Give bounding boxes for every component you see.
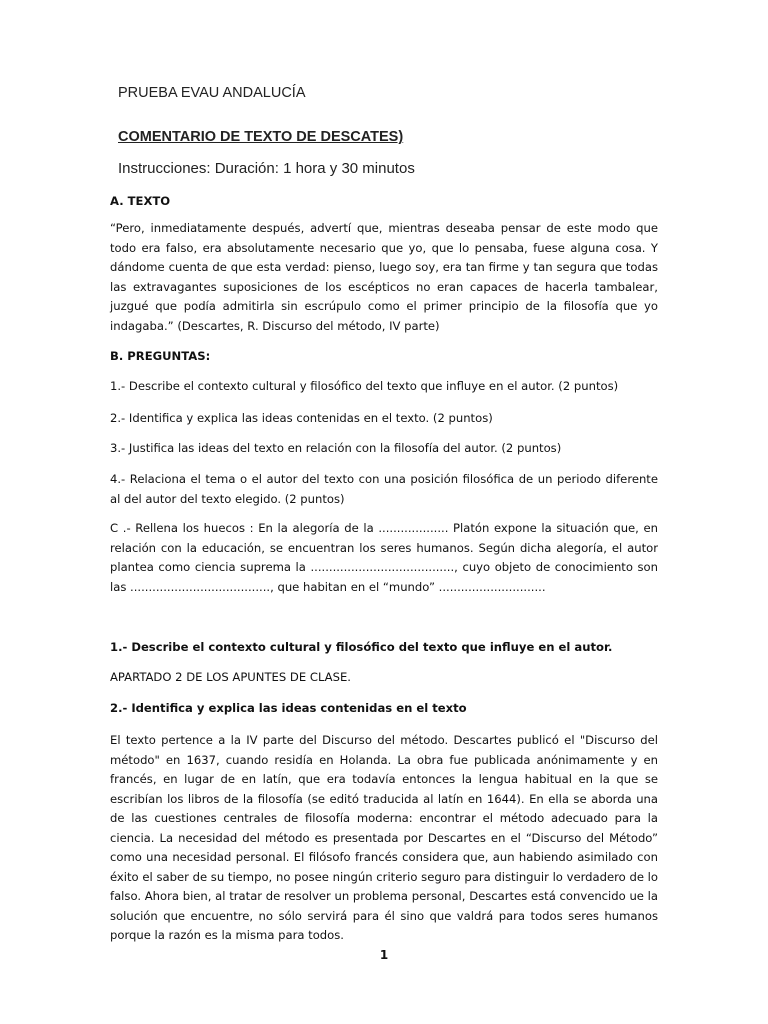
exam-subtitle: COMENTARIO DE TEXTO DE DESCATES) bbox=[118, 129, 404, 145]
section-a-heading: A. TEXTO bbox=[110, 194, 171, 208]
exam-title: PRUEBA EVAU ANDALUCÍA bbox=[118, 85, 306, 101]
exam-instructions: Instrucciones: Duración: 1 hora y 30 minutos bbox=[118, 160, 415, 177]
answer-1-heading: 1.- Describe el contexto cultural y filosófico del texto que influye en el autor. bbox=[110, 640, 613, 654]
section-a-text: “Pero, inmediatamente después, advertí que, mientras deseaba pensar de este modo que todo era falso, era absolutamente necesario que yo, que lo pensaba, fuese alguna cosa. Y dándome cuenta de que esta verdad: pienso, luego soy, era tan firme y tan segura que todas las extravagantes suposiciones de los escépticos no eran capaces de hacerla tambalear, juzgué que podía admitirla sin escrúpulo como el primer principio de la filosofía que yo indagaba.” (Descartes, R. Discurso del método, IV parte) bbox=[110, 221, 658, 333]
question-4: 4.- Relaciona el tema o el autor del texto con una posición filosófica de un periodo diferente al del autor del texto elegido. (2 puntos) bbox=[110, 472, 658, 506]
section-b-heading: B. PREGUNTAS: bbox=[110, 349, 211, 363]
fill-gaps-question: C .- Rellena los huecos : En la alegoría de la ................... Platón expone la situación que, en relación con la educación, se encuentran los seres humanos. Según dicha alegoría, el autor plantea como ciencia suprema la ......................................., cuyo objeto de conocimiento son las ......................................, que habitan en el “mundo” ............................. bbox=[110, 521, 658, 594]
answer-2-heading: 2.- Identifica y explica las ideas contenidas en el texto bbox=[110, 701, 467, 715]
question-1: 1.- Describe el contexto cultural y filosófico del texto que influye en el autor. (2 puntos) bbox=[110, 379, 619, 393]
page-number: 1 bbox=[379, 948, 389, 962]
question-3: 3.- Justifica las ideas del texto en relación con la filosofía del autor. (2 puntos) bbox=[110, 441, 562, 455]
answer-2-paragraph: El texto pertence a la IV parte del Discurso del método. Descartes publicó el "Discurso del método" en 1637, cuando residía en Holanda. La obra fue publicada anónimamente y en francés, en lugar de en latín, que era todavía entonces la lengua habitual en la que se escribían los libros de la filosofía (se editó traducida al latín en 1644). En ella se aborda una de las cuestiones centrales de filosofía moderna: encontrar el método adecuado para la ciencia. La necesidad del método es presentada por Descartes en el “Discurso del Método” como una necesidad personal. El filósofo francés considera que, aun habiendo asimilado con éxito el saber de su tiempo, no posee ningún criterio seguro para distinguir lo verdadero de lo falso. Ahora bien, al tratar de resolver un problema personal, Descartes está convencido ue la solución que encuentre, no sólo servirá para él sino que valdrá para todos seres humanos porque la razón es la misma para todos. bbox=[110, 733, 658, 942]
answer-1-note: APARTADO 2 DE LOS APUNTES DE CLASE. bbox=[110, 670, 351, 684]
question-2: 2.- Identifica y explica las ideas contenidas en el texto. (2 puntos) bbox=[110, 411, 493, 425]
